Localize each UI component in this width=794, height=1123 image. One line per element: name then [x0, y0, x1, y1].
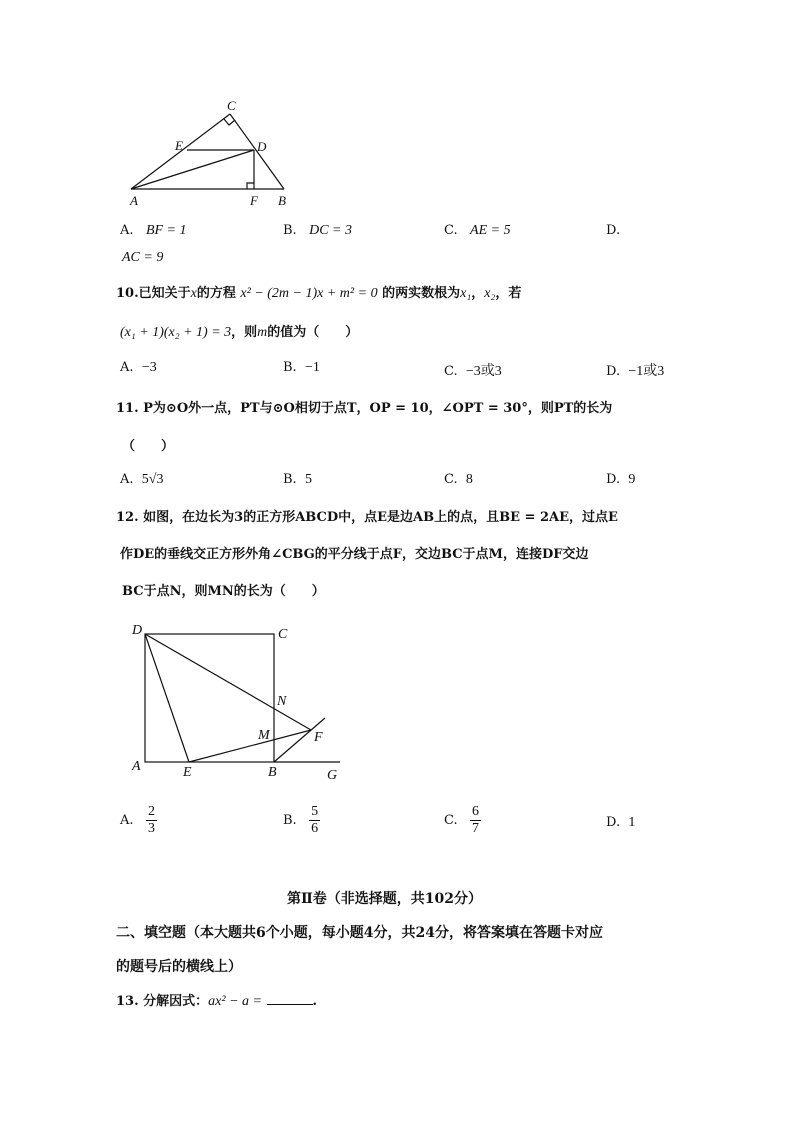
- q11-option-d[interactable]: D. 9: [606, 472, 636, 487]
- right-angle-f: [247, 183, 254, 189]
- part2-title: 第Ⅱ卷（非选择题，共102分）: [287, 891, 483, 907]
- label-e: E: [183, 765, 192, 780]
- q10-option-c[interactable]: C. −3或3: [444, 364, 502, 379]
- label-e: E: [175, 138, 183, 153]
- q10-option-b[interactable]: B. −1: [283, 360, 320, 375]
- q10-stem-line2: (x₁ + 1)(x₂ + 1) = 3，则m的值为（ ）: [120, 325, 359, 340]
- label-n: N: [277, 694, 287, 709]
- label-b: B: [278, 193, 286, 208]
- segment-df: [145, 634, 311, 730]
- figure-square-abcd: [128, 618, 348, 786]
- label-c: C: [278, 627, 288, 642]
- q12-stem-line1: 12. 如图，在边长为3的正方形ABCD中，点E是边AB上的点，且BE = 2AE，过点E: [116, 510, 618, 525]
- q13-stem: 13. 分解因式：ax² − a = .: [116, 994, 318, 1009]
- label-c: C: [227, 98, 236, 113]
- q12-stem-line2: 作DE的垂线交正方形外角∠CBG的平分线于点F，交边BC于点M，连接DF交边: [120, 547, 589, 562]
- q11-option-c[interactable]: C. 8: [444, 472, 473, 487]
- label-a: A: [130, 193, 138, 208]
- label-f: F: [314, 730, 323, 745]
- fraction-6-7: $\frac{6}{7}$: [472, 804, 480, 836]
- segment-ad: [131, 150, 254, 189]
- label-f: F: [250, 193, 258, 208]
- figure-triangle-abc: [120, 95, 300, 213]
- q12-option-a[interactable]: A. $\frac{2}{3}$: [120, 804, 155, 836]
- fraction-2-3: $\frac{2}{3}$: [147, 804, 155, 836]
- q9-option-d-text[interactable]: AC = 9: [122, 250, 164, 265]
- q12-option-b[interactable]: B. $\frac{5}{6}$: [283, 804, 319, 836]
- section-heading-line1: 二、填空题（本大题共6个小题，每小题4分，共24分，将答案填在答题卡对应: [116, 925, 603, 941]
- section-heading-line2: 的题号后的横线上）: [116, 959, 242, 975]
- label-d: D: [132, 623, 143, 638]
- q11-stem-line2: （ ）: [122, 439, 175, 454]
- q9-option-a[interactable]: A. BF = 1: [120, 223, 187, 238]
- label-b: B: [268, 765, 277, 780]
- q10-option-d[interactable]: D. −1或3: [606, 364, 665, 379]
- q12-option-c[interactable]: C. $\frac{6}{7}$: [444, 804, 480, 836]
- label-a: A: [132, 759, 141, 774]
- q12-option-d[interactable]: D. 1: [606, 815, 636, 830]
- label-d: D: [257, 139, 267, 154]
- q10-stem: 10.已知关于x的方程 x² − (2m − 1)x + m² = 0 的两实数根为x₁，x₂，若: [116, 286, 522, 301]
- label-g: G: [327, 768, 338, 783]
- q9-option-b[interactable]: B. DC = 3: [283, 223, 352, 238]
- q12-stem-line3: BC于点N，则MN的长为（ ）: [122, 584, 325, 599]
- q9-option-d-letter[interactable]: D.: [606, 223, 621, 238]
- segment-de: [145, 634, 189, 762]
- fraction-5-6: $\frac{5}{6}$: [311, 804, 319, 836]
- answer-blank[interactable]: [267, 992, 313, 1005]
- q9-option-c[interactable]: C. AE = 5: [444, 223, 511, 238]
- q10-option-a[interactable]: A. −3: [120, 360, 157, 375]
- right-angle-c: [224, 119, 235, 125]
- q11-stem: 11. P为⊙O外一点，PT与⊙O相切于点T，OP = 10，∠OPT = 30°，则PT的长为: [116, 401, 613, 416]
- q11-option-b[interactable]: B. 5: [283, 472, 312, 487]
- label-m: M: [258, 728, 270, 743]
- q11-option-a[interactable]: A. 5√3: [120, 472, 164, 487]
